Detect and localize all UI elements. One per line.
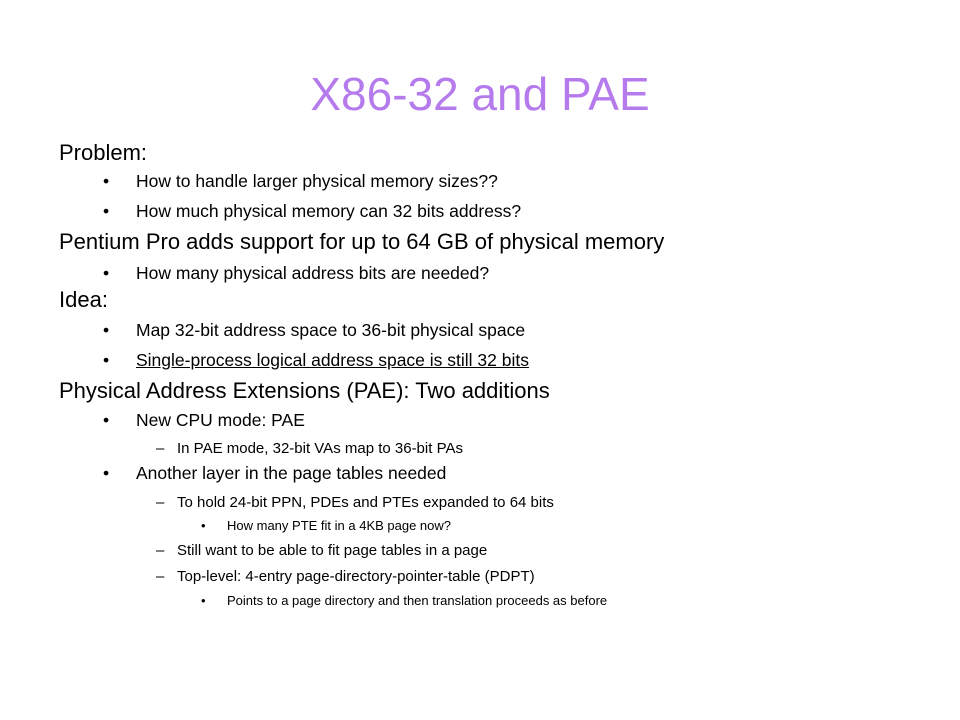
- bullet-text: How to handle larger physical memory sizes??: [136, 171, 498, 191]
- dash-icon: –: [156, 542, 165, 559]
- heading-problem: [59, 140, 147, 166]
- bullet-text: Another layer in the page tables needed: [136, 463, 447, 483]
- bullet-icon: •: [103, 350, 110, 370]
- bullet-text: How much physical memory can 32 bits address?: [136, 201, 522, 221]
- heading-pentium-pro: [59, 229, 664, 255]
- sub-item-text: Still want to be able to fit page tables in a page: [177, 542, 488, 559]
- slide-title: X86-32 and PAE: [310, 68, 650, 120]
- bullet-text: How many physical address bits are needed?: [136, 263, 490, 283]
- bullet-text: Map 32-bit address space to 36-bit physical space: [136, 320, 526, 340]
- bullet-icon: •: [103, 263, 110, 283]
- dash-icon: –: [156, 568, 165, 585]
- sub-item-text: To hold 24-bit PPN, PDEs and PTEs expanded to 64 bits: [177, 494, 554, 511]
- heading-text: Physical Address Extensions (PAE): Two additions: [59, 378, 550, 403]
- bullet-icon: •: [201, 518, 206, 533]
- sub-item-text: Top-level: 4-entry page-directory-pointer-table (PDPT): [177, 568, 535, 585]
- heading-text: Pentium Pro adds support for up to 64 GB of physical memory: [59, 229, 665, 254]
- bullet-icon: •: [103, 201, 110, 221]
- heading-text: Idea:: [59, 287, 108, 312]
- bullet-icon: •: [103, 320, 110, 340]
- bullet-text-underlined: Single-process logical address space is still 32 bits: [136, 350, 529, 370]
- heading-pae: [59, 378, 550, 404]
- bullet-icon: •: [103, 410, 110, 430]
- dash-icon: –: [156, 440, 165, 457]
- dash-icon: –: [156, 494, 165, 511]
- heading-text: Problem:: [59, 140, 148, 165]
- bullet-icon: •: [103, 463, 110, 483]
- bullet-icon: •: [201, 593, 206, 608]
- bullet-icon: •: [103, 171, 110, 191]
- sub-sub-item-text: How many PTE fit in a 4KB page now?: [227, 518, 452, 533]
- sub-item-text: In PAE mode, 32-bit VAs map to 36-bit PAs: [177, 440, 463, 457]
- sub-sub-item-text: Points to a page directory and then translation proceeds as before: [227, 593, 608, 608]
- heading-idea: [59, 287, 108, 313]
- bullet-text: New CPU mode: PAE: [136, 410, 305, 430]
